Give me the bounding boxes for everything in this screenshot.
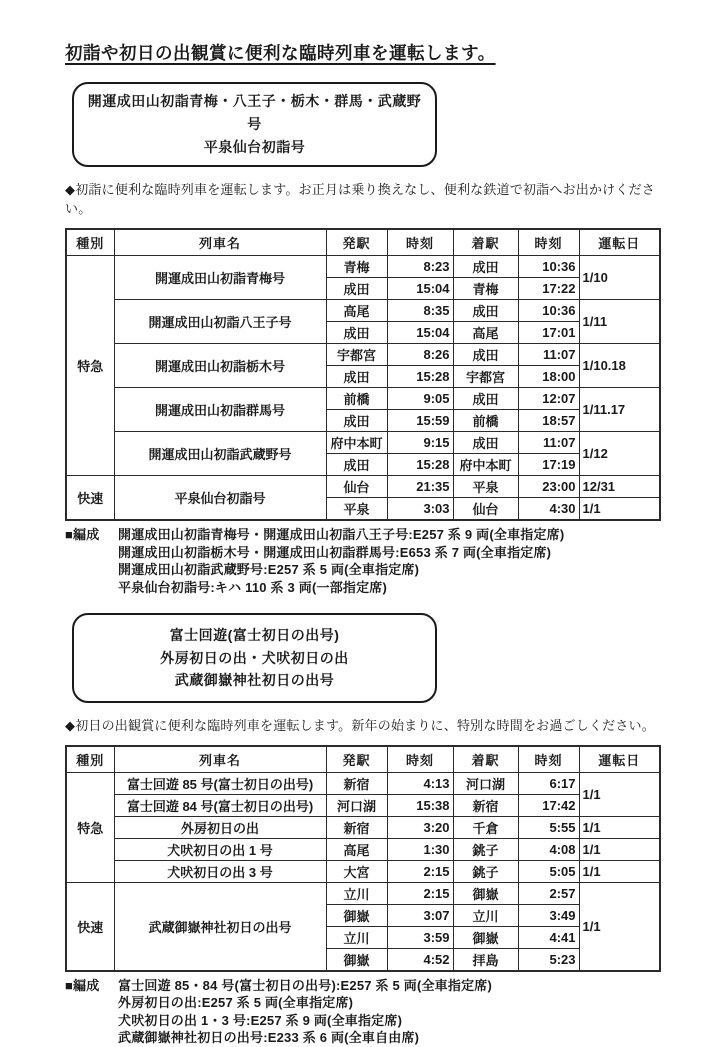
- cell: 立川: [326, 926, 387, 948]
- box-line: 外房初日の出・犬吠初日の出: [160, 649, 349, 666]
- column-header: 着駅: [453, 746, 518, 773]
- cell: 1/1: [579, 772, 660, 816]
- cell: 15:04: [387, 322, 453, 344]
- cell: 21:35: [387, 476, 453, 498]
- cell: 快速: [66, 882, 114, 971]
- formation-line: 平泉仙台初詣号:キハ 110 系 3 両(一部指定席): [118, 579, 388, 595]
- cell: 10:36: [518, 256, 579, 278]
- cell: 8:26: [387, 344, 453, 366]
- cell: 23:00: [518, 476, 579, 498]
- cell: 仙台: [326, 476, 387, 498]
- formation-note-sunrise: [65, 977, 659, 1047]
- cell: 1/12: [579, 432, 660, 476]
- cell: 高尾: [326, 300, 387, 322]
- formation-line: 開運成田山初詣青梅号・開運成田山初詣八王子号:E257 系 9 両(全車指定席): [118, 527, 565, 542]
- cell: 1/1: [579, 816, 660, 838]
- cell: 1:30: [387, 838, 453, 860]
- cell: 4:41: [518, 926, 579, 948]
- cell: 宇都宮: [326, 344, 387, 366]
- cell: 2:57: [518, 882, 579, 904]
- cell: 成田: [326, 278, 387, 300]
- cell: 新宿: [453, 794, 518, 816]
- cell: 御嶽: [326, 948, 387, 971]
- formation-line: 犬吠初日の出 1・3 号:E257 系 9 両(全車指定席): [118, 1012, 403, 1028]
- cell: 新宿: [326, 816, 387, 838]
- timetable-sunrise: [65, 745, 661, 972]
- cell: 青梅: [326, 256, 387, 278]
- cell: 犬吠初日の出 3 号: [114, 860, 326, 882]
- cell: 2:15: [387, 882, 453, 904]
- cell: 1/1: [579, 498, 660, 521]
- cell: 特急: [66, 256, 114, 476]
- cell: 開運成田山初詣栃木号: [114, 344, 326, 388]
- cell: 武蔵御嶽神社初日の出号: [114, 882, 326, 971]
- intro-text-hatsumode: ◆初詣に便利な臨時列車を運転します。お正月は乗り換えなし、便利な鉄道で初詣へお出かけください。: [65, 182, 655, 216]
- table-row: [66, 838, 660, 860]
- formation-line: 開運成田山初詣武蔵野号:E257 系 5 両(全車指定席): [118, 562, 420, 577]
- cell: 外房初日の出: [114, 816, 326, 838]
- cell: 成田: [453, 300, 518, 322]
- train-names-box-hatsumode: [72, 82, 437, 167]
- column-header: 時刻: [387, 746, 453, 773]
- cell: 犬吠初日の出 1 号: [114, 838, 326, 860]
- formation-label: ■編成: [65, 527, 100, 542]
- cell: 成田: [326, 410, 387, 432]
- cell: 17:42: [518, 794, 579, 816]
- formation-lines: [118, 977, 659, 1047]
- cell: 河口湖: [453, 772, 518, 794]
- table-row: [66, 388, 660, 410]
- column-header: 時刻: [387, 229, 453, 256]
- cell: 前橋: [453, 410, 518, 432]
- cell: 3:59: [387, 926, 453, 948]
- formation-line: 武蔵御嶽神社初日の出号:E233 系 6 両(全車自由席): [118, 1030, 420, 1045]
- table-row: [66, 300, 660, 322]
- cell: 富士回遊 84 号(富士初日の出号): [114, 794, 326, 816]
- cell: 御嶽: [453, 882, 518, 904]
- cell: 開運成田山初詣群馬号: [114, 388, 326, 432]
- table-row: [66, 476, 660, 498]
- table-row: [66, 794, 660, 816]
- formation-line: 開運成田山初詣栃木号・開運成田山初詣群馬号:E653 系 7 両(全車指定席): [118, 544, 552, 560]
- cell: 立川: [326, 882, 387, 904]
- cell: 8:23: [387, 256, 453, 278]
- page-title: 初詣や初日の出観賞に便利な臨時列車を運転します。: [65, 43, 496, 63]
- cell: 快速: [66, 476, 114, 521]
- cell: 3:20: [387, 816, 453, 838]
- header-row: [66, 229, 660, 256]
- cell: 1/10.18: [579, 344, 660, 388]
- cell: 8:35: [387, 300, 453, 322]
- cell: 平泉: [326, 498, 387, 521]
- cell: 高尾: [453, 322, 518, 344]
- header-row: [66, 746, 660, 773]
- cell: 17:22: [518, 278, 579, 300]
- table-row: [66, 882, 660, 904]
- box-line: 富士回遊(富士初日の出号): [169, 627, 340, 643]
- cell: 15:04: [387, 278, 453, 300]
- cell: 大宮: [326, 860, 387, 882]
- cell: 3:49: [518, 904, 579, 926]
- column-header: 発駅: [326, 229, 387, 256]
- cell: 5:55: [518, 816, 579, 838]
- cell: 4:52: [387, 948, 453, 971]
- cell: 11:07: [518, 432, 579, 454]
- cell: 1/1: [579, 838, 660, 860]
- cell: 17:19: [518, 454, 579, 476]
- cell: 18:57: [518, 410, 579, 432]
- table-row: [66, 860, 660, 882]
- cell: 4:13: [387, 772, 453, 794]
- cell: 成田: [453, 432, 518, 454]
- column-header: 種別: [66, 229, 114, 256]
- cell: 銚子: [453, 860, 518, 882]
- cell: 成田: [453, 388, 518, 410]
- cell: 5:05: [518, 860, 579, 882]
- cell: 18:00: [518, 366, 579, 388]
- formation-line: 外房初日の出:E257 系 5 両(全車指定席): [118, 995, 354, 1010]
- cell: 6:17: [518, 772, 579, 794]
- cell: 15:28: [387, 366, 453, 388]
- table-row: [66, 432, 660, 454]
- cell: 17:01: [518, 322, 579, 344]
- cell: 成田: [453, 256, 518, 278]
- cell: 河口湖: [326, 794, 387, 816]
- train-names-box-sunrise: [72, 613, 437, 703]
- cell: 4:08: [518, 838, 579, 860]
- cell: 拝島: [453, 948, 518, 971]
- cell: 成田: [326, 454, 387, 476]
- cell: 15:28: [387, 454, 453, 476]
- box-line: 武蔵御嶽神社初日の出号: [174, 672, 335, 688]
- table-row: [66, 256, 660, 278]
- formation-note-hatsumode: [65, 526, 659, 596]
- column-header: 種別: [66, 746, 114, 773]
- cell: 9:15: [387, 432, 453, 454]
- cell: 1/1: [579, 882, 660, 971]
- cell: 1/11.17: [579, 388, 660, 432]
- table-row: [66, 344, 660, 366]
- column-header: 列車名: [114, 229, 326, 256]
- cell: 4:30: [518, 498, 579, 521]
- column-header: 運転日: [579, 229, 660, 256]
- cell: 3:03: [387, 498, 453, 521]
- column-header: 時刻: [518, 746, 579, 773]
- cell: 5:23: [518, 948, 579, 971]
- cell: 1/10: [579, 256, 660, 300]
- cell: 仙台: [453, 498, 518, 521]
- cell: 平泉: [453, 476, 518, 498]
- cell: 9:05: [387, 388, 453, 410]
- cell: 千倉: [453, 816, 518, 838]
- cell: 12/31: [579, 476, 660, 498]
- cell: 前橋: [326, 388, 387, 410]
- cell: 御嶽: [326, 904, 387, 926]
- cell: 御嶽: [453, 926, 518, 948]
- table-row: [66, 772, 660, 794]
- cell: 15:59: [387, 410, 453, 432]
- cell: 成田: [453, 344, 518, 366]
- cell: 銚子: [453, 838, 518, 860]
- cell: 特急: [66, 772, 114, 882]
- table-row: [66, 816, 660, 838]
- box-line: 開運成田山初詣青梅・八王子・栃木・群馬・武蔵野号: [87, 93, 422, 132]
- cell: 1/11: [579, 300, 660, 344]
- cell: 成田: [326, 366, 387, 388]
- cell: 2:15: [387, 860, 453, 882]
- cell: 高尾: [326, 838, 387, 860]
- cell: 12:07: [518, 388, 579, 410]
- column-header: 時刻: [518, 229, 579, 256]
- formation-line: 富士回遊 85・84 号(富士初日の出号):E257 系 5 両(全車指定席): [118, 977, 493, 993]
- cell: 富士回遊 85 号(富士初日の出号): [114, 772, 326, 794]
- intro-text-sunrise: ◆初日の出観賞に便利な臨時列車を運転します。新年の始まりに、特別な時間をお過ごしください。: [65, 717, 655, 733]
- cell: 3:07: [387, 904, 453, 926]
- formation-lines: [118, 526, 659, 596]
- cell: 府中本町: [326, 432, 387, 454]
- column-header: 列車名: [114, 746, 326, 773]
- box-line: 平泉仙台初詣号: [203, 139, 306, 155]
- cell: 開運成田山初詣武蔵野号: [114, 432, 326, 476]
- cell: 成田: [326, 322, 387, 344]
- cell: 開運成田山初詣八王子号: [114, 300, 326, 344]
- cell: 10:36: [518, 300, 579, 322]
- cell: 11:07: [518, 344, 579, 366]
- timetable-hatsumode: [65, 228, 661, 521]
- cell: 新宿: [326, 772, 387, 794]
- column-header: 発駅: [326, 746, 387, 773]
- cell: 平泉仙台初詣号: [114, 476, 326, 521]
- cell: 青梅: [453, 278, 518, 300]
- cell: 開運成田山初詣青梅号: [114, 256, 326, 300]
- cell: 宇都宮: [453, 366, 518, 388]
- column-header: 運転日: [579, 746, 660, 773]
- cell: 15:38: [387, 794, 453, 816]
- cell: 立川: [453, 904, 518, 926]
- cell: 1/1: [579, 860, 660, 882]
- column-header: 着駅: [453, 229, 518, 256]
- cell: 府中本町: [453, 454, 518, 476]
- formation-label: ■編成: [65, 977, 100, 993]
